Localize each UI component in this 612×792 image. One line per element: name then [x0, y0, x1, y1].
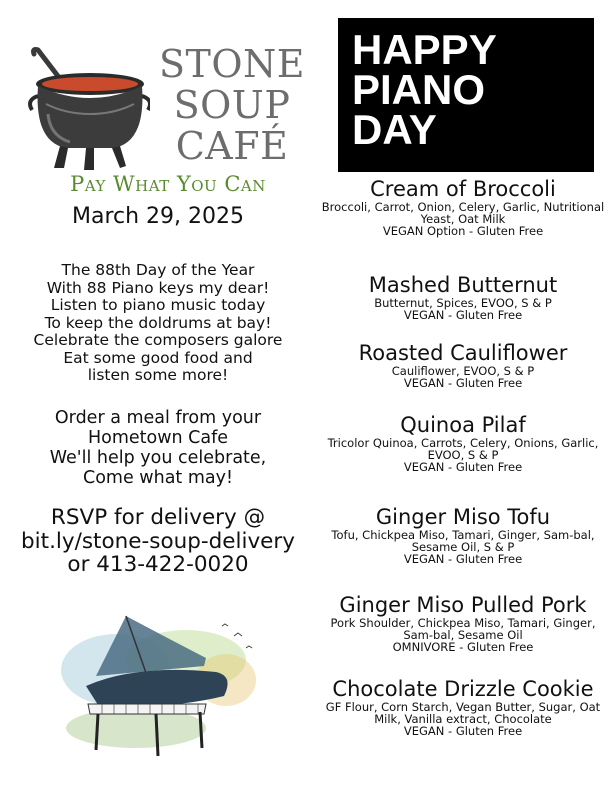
menu-item-diet: VEGAN - Gluten Free [403, 552, 523, 566]
event-date: March 29, 2025 [71, 204, 245, 229]
menu-item-ingredients: Pork Shoulder, Chickpea Miso, Tamari, Ginger, Sam-bal, Sesame Oil [330, 616, 596, 642]
menu-item-diet: VEGAN - Gluten Free [403, 308, 523, 322]
brand-line-2: SOUP [173, 83, 291, 127]
order-line: Come what may! [83, 468, 233, 488]
menu-item-diet: VEGAN - Gluten Free [403, 376, 523, 390]
menu-item-ingredients: Butternut, Spices, EVOO, S & P [374, 296, 552, 310]
menu-item-name: Ginger Miso Pulled Pork [339, 593, 587, 617]
grand-piano-illustration [56, 600, 266, 770]
menu-item [316, 414, 610, 474]
tagline: Pay What You Can [70, 172, 266, 196]
poem-line: Celebrate the composers galore [33, 331, 283, 349]
menu-item-name: Mashed Butternut [368, 273, 558, 297]
menu-item-ingredients: Tricolor Quinoa, Carrots, Celery, Onions, Garlic, EVOO, S & P [327, 436, 599, 462]
poem-line: To keep the doldrums at bay! [44, 313, 272, 332]
menu-item-diet: VEGAN - Gluten Free [403, 460, 523, 474]
menu-item-name: Ginger Miso Tofu [375, 505, 551, 529]
rsvp-delivery-link[interactable]: bit.ly/stone-soup-delivery [21, 528, 295, 554]
menu-item [316, 274, 610, 322]
menu-item-diet: OMNIVORE - Gluten Free [392, 640, 534, 654]
order-block [0, 408, 316, 488]
rsvp-block [0, 506, 316, 577]
brand-line-1: STONE [158, 42, 306, 86]
banner-line-3: DAY [352, 106, 437, 153]
menu-item-ingredients: Tofu, Chickpea Miso, Tamari, Ginger, Sam-bal, Sesame Oil, S & P [331, 528, 595, 554]
order-line: Hometown Cafe [87, 428, 229, 448]
poem-line: listen some more! [87, 366, 229, 384]
menu-item [316, 678, 610, 738]
menu-item [316, 506, 610, 566]
menu-item [316, 594, 610, 654]
banner-line-1: HAPPY [352, 26, 497, 73]
menu-item-ingredients: Cauliflower, EVOO, S & P [391, 364, 535, 378]
menu-item-name: Chocolate Drizzle Cookie [332, 677, 594, 701]
order-line: We'll help you celebrate, [49, 448, 267, 468]
happy-piano-day-banner [338, 18, 594, 172]
rsvp-line: RSVP for delivery @ [50, 505, 266, 530]
rsvp-phone[interactable]: or 413-422-0020 [67, 552, 249, 577]
menu-item-diet: VEGAN - Gluten Free [403, 724, 523, 738]
poem-line: With 88 Piano keys my dear! [46, 278, 270, 297]
menu-item-name: Quinoa Pilaf [400, 413, 526, 437]
menu-item [316, 342, 610, 390]
brand-line-3: CAFÉ [175, 124, 289, 168]
menu-item-ingredients: GF Flour, Corn Starch, Vegan Butter, Sugar, Oat Milk, Vanilla extract, Chocolate [325, 700, 601, 726]
order-line: Order a meal from your [54, 408, 262, 428]
menu-item-diet: VEGAN Option - Gluten Free [382, 224, 544, 238]
menu-item [316, 178, 610, 238]
menu-item-name: Roasted Cauliflower [358, 341, 568, 365]
banner-line-2: PIANO [352, 66, 486, 113]
poem-line: Listen to piano music today [50, 296, 266, 314]
soup-cauldron-icon [26, 44, 150, 172]
menu-item-name: Cream of Broccoli [370, 177, 556, 201]
poem-line: The 88th Day of the Year [61, 261, 255, 279]
cafe-brand-name [152, 44, 312, 167]
menu-item-ingredients: Broccoli, Carrot, Onion, Celery, Garlic, Nutritional Yeast, Oat Milk [321, 200, 605, 226]
poem-block [0, 262, 316, 385]
poem-line: Eat some good food and [63, 348, 253, 367]
